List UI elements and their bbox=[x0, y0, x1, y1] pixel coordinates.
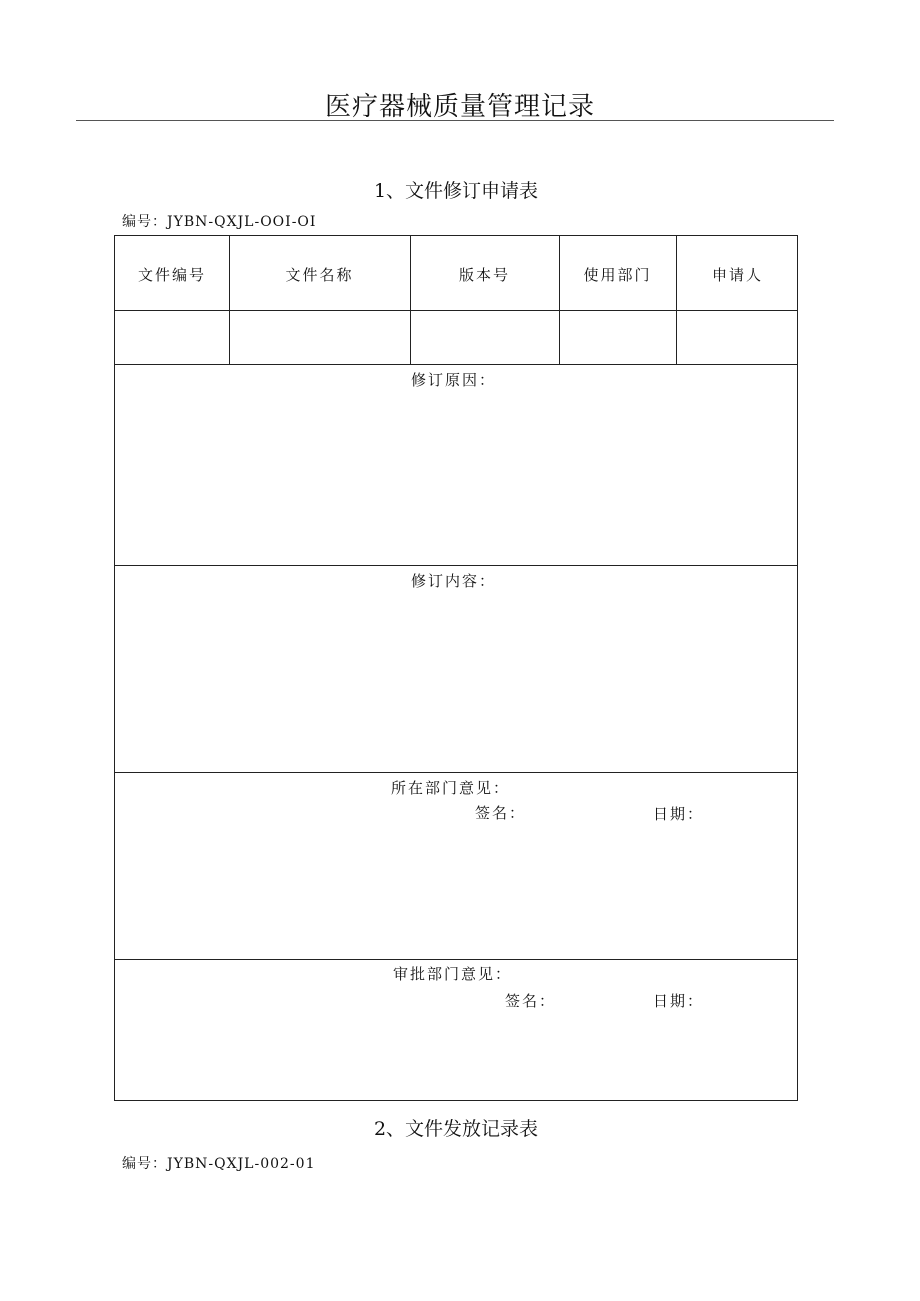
cell-file-name[interactable] bbox=[229, 311, 410, 364]
row-divider-dept bbox=[115, 959, 797, 960]
section1-title: 1、文件修订申请表 bbox=[373, 180, 539, 202]
cell-version[interactable] bbox=[410, 311, 559, 364]
header-version: 版本号 bbox=[458, 266, 510, 284]
header-department: 使用部门 bbox=[583, 266, 652, 284]
approval-sign-label: 签名： bbox=[505, 992, 557, 1010]
section1-code-value: JYBN-QXJL-OOI-OI bbox=[167, 214, 317, 230]
section2-code-label: 编号： bbox=[122, 1156, 167, 1172]
header-file-number: 文件编号 bbox=[137, 266, 206, 284]
cell-file-number[interactable] bbox=[115, 311, 229, 364]
row-divider-reason bbox=[115, 565, 797, 566]
header-file-name: 文件名称 bbox=[285, 266, 354, 284]
row-divider-data bbox=[115, 364, 797, 365]
dept-sign-label: 签名： bbox=[475, 804, 527, 822]
dept-opinion-label: 所在部门意见： bbox=[391, 779, 511, 797]
row-divider-header bbox=[115, 310, 797, 311]
page-title: 医疗器械质量管理记录 bbox=[324, 92, 595, 122]
dept-date-label: 日期： bbox=[653, 805, 705, 823]
section1-code bbox=[122, 213, 327, 232]
section2-title: 2、文件发放记录表 bbox=[373, 1118, 539, 1140]
cell-applicant[interactable] bbox=[676, 311, 799, 364]
section1-code-label: 编号： bbox=[122, 214, 167, 230]
revision-content-label: 修订内容： bbox=[411, 572, 497, 590]
section2-code bbox=[122, 1153, 315, 1173]
row-divider-content bbox=[115, 772, 797, 773]
section2-code-value: JYBN-QXJL-002-01 bbox=[167, 1156, 316, 1172]
approval-opinion-label: 审批部门意见： bbox=[393, 965, 513, 983]
approval-date-label: 日期： bbox=[653, 992, 705, 1010]
revision-reason-label: 修订原因： bbox=[411, 371, 497, 389]
header-applicant: 申请人 bbox=[711, 266, 763, 284]
revision-request-form bbox=[114, 235, 798, 1101]
cell-department[interactable] bbox=[559, 311, 676, 364]
title-rule bbox=[76, 120, 834, 121]
